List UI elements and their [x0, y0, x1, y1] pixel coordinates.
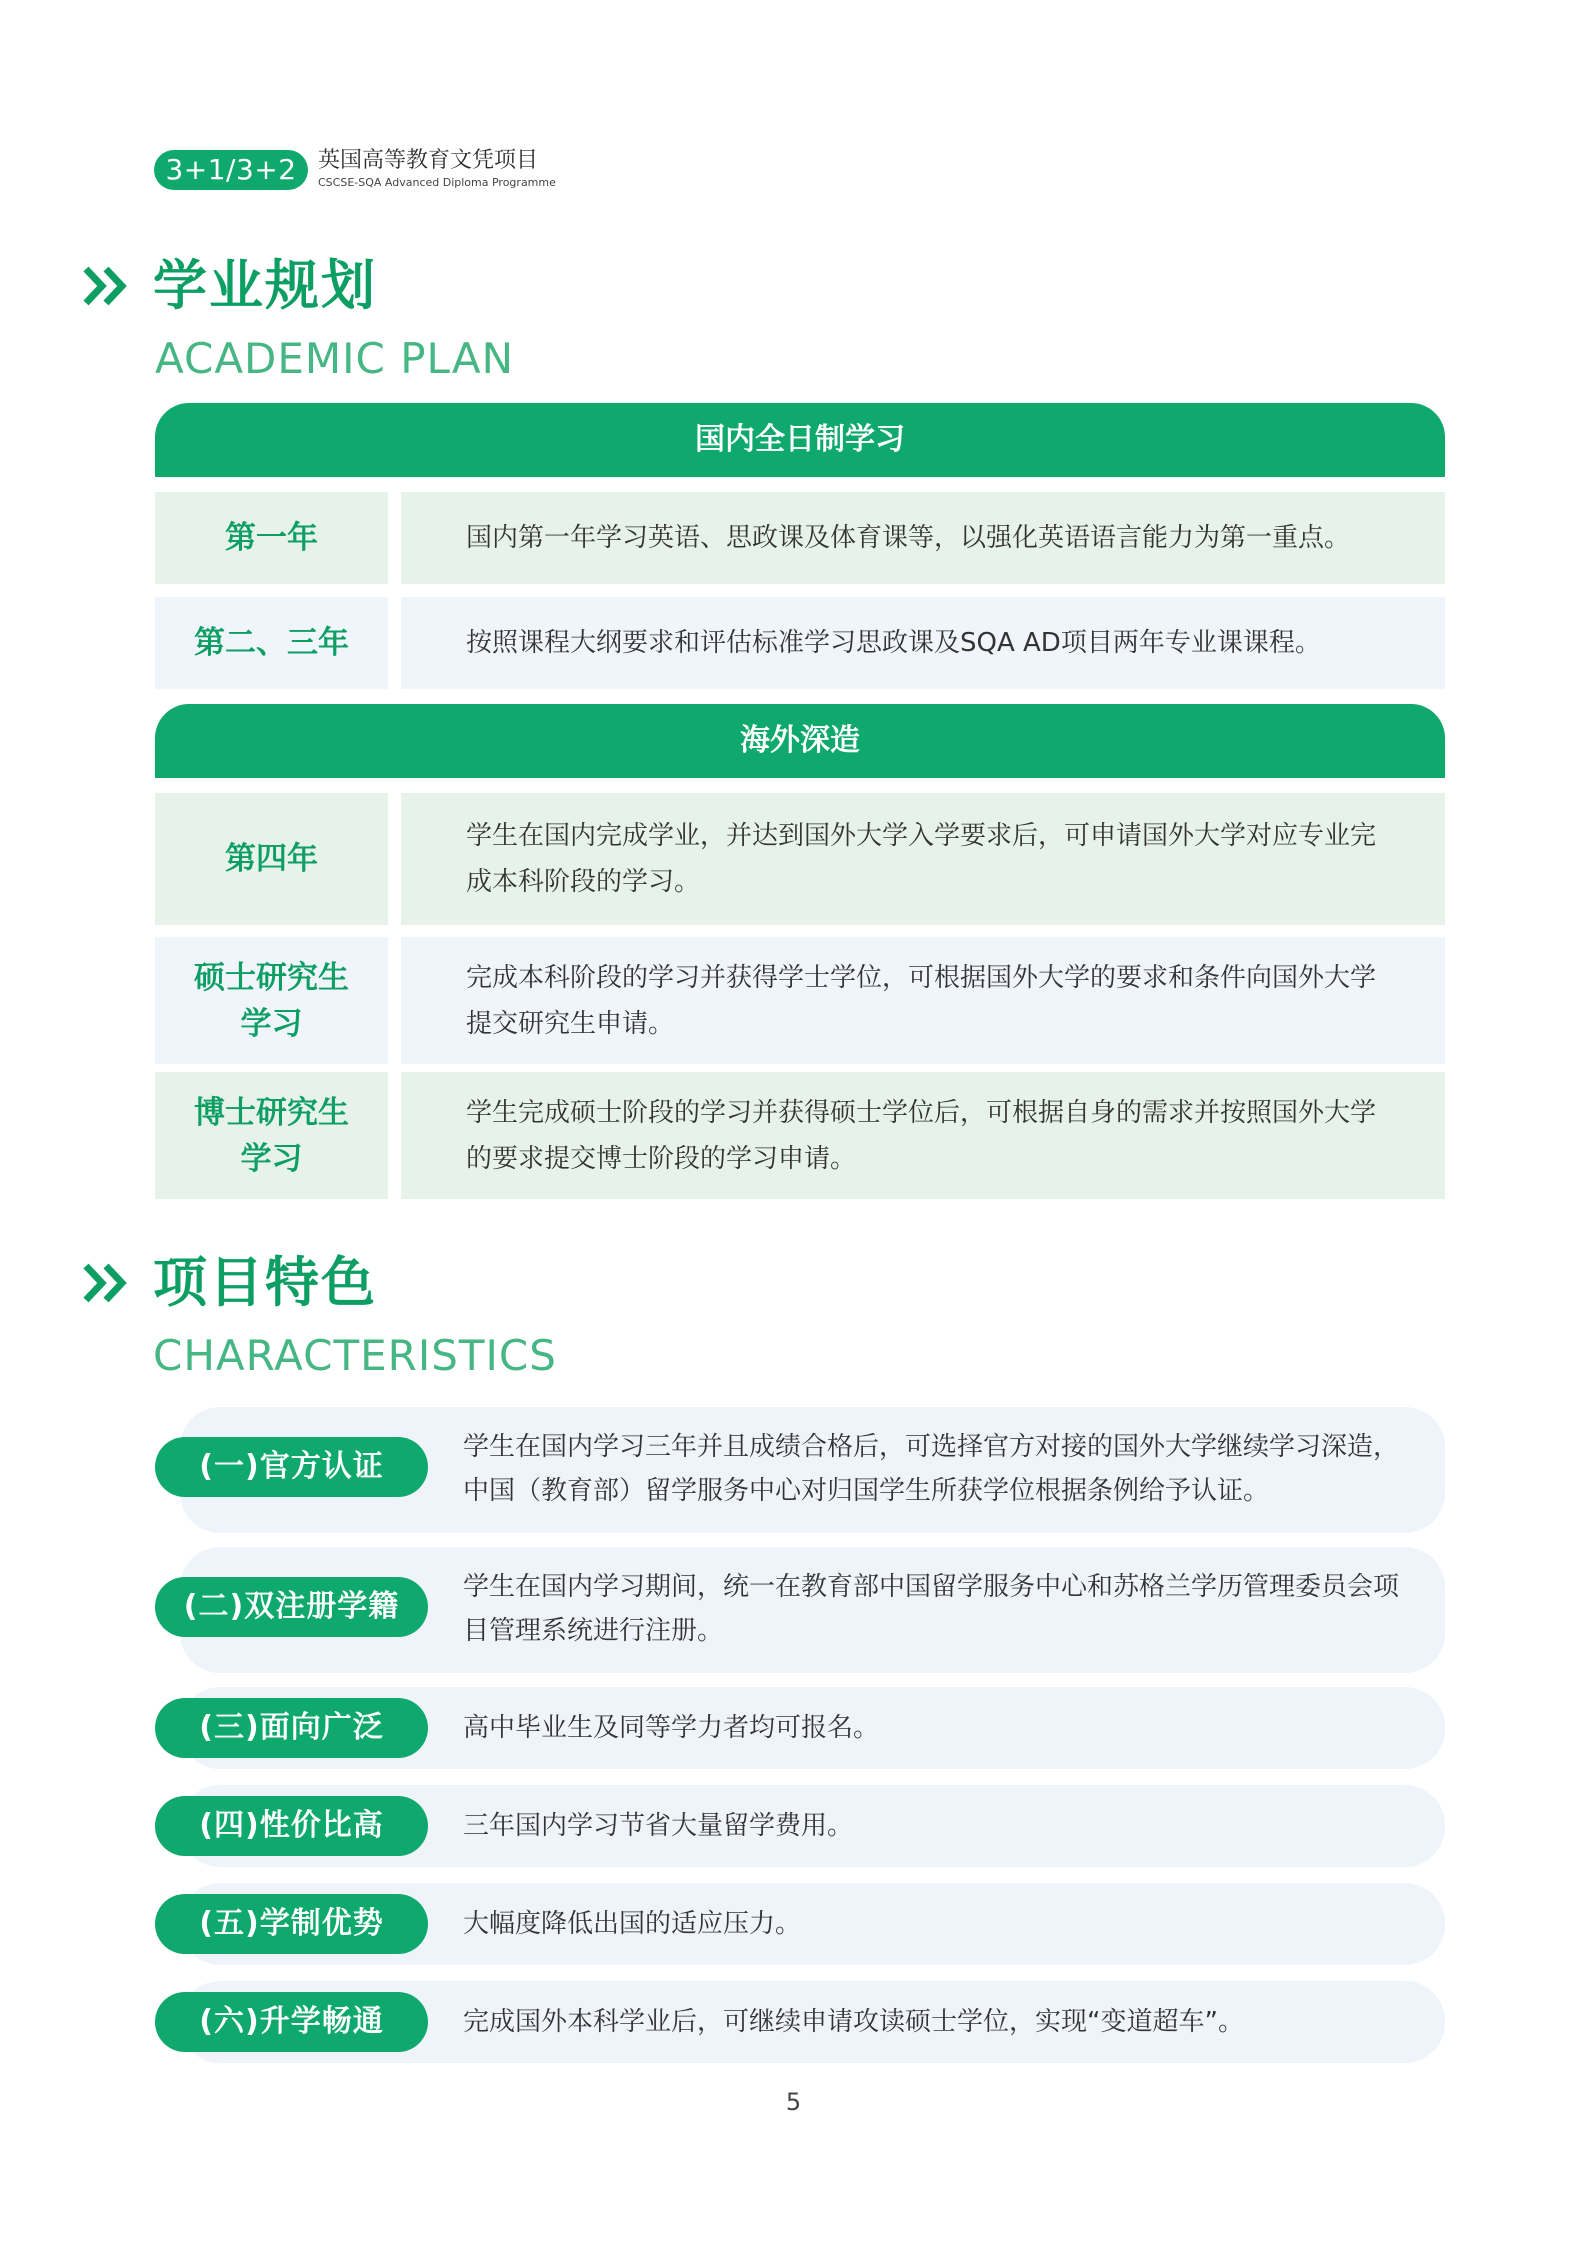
feature-label-pill: (三)面向广泛	[155, 1698, 428, 1758]
feature-label-pill: (五)学制优势	[155, 1894, 428, 1954]
feature-text: 高中毕业生及同等学力者均可报名。	[463, 1713, 880, 1743]
plan-stage-cell: 第二、三年	[155, 597, 388, 689]
plan-stage-cell: 硕士研究生 学习	[155, 937, 388, 1064]
plan-desc-cell: 学生在国内完成学业，并达到国外大学入学要求后，可申请国外大学对应专业完成本科阶段的学习。	[401, 793, 1445, 925]
section-subtitle-academic-plan: ACADEMIC PLAN	[155, 334, 515, 383]
feature-text: 三年国内学习节省大量留学费用。	[463, 1811, 854, 1841]
double-chevron-right-icon	[82, 265, 128, 307]
plan-band-domestic: 国内全日制学习	[155, 403, 1445, 477]
feature-label-pill: (二)双注册学籍	[155, 1577, 428, 1637]
plan-desc-cell: 学生完成硕士阶段的学习并获得硕士学位后，可根据自身的需求并按照国外大学的要求提交博士阶段的学习申请。	[401, 1072, 1445, 1199]
section-subtitle-characteristics: CHARACTERISTICS	[153, 1331, 557, 1380]
plan-desc-cell: 完成本科阶段的学习并获得学士学位，可根据国外大学的要求和条件向国外大学提交研究生申请。	[401, 937, 1445, 1064]
plan-desc-cell: 按照课程大纲要求和评估标准学习思政课及SQA AD项目两年专业课课程。	[401, 597, 1445, 689]
plan-stage-cell: 博士研究生 学习	[155, 1072, 388, 1199]
double-chevron-right-icon	[82, 1262, 128, 1304]
plan-stage-cell: 第一年	[155, 492, 388, 584]
plan-band-overseas: 海外深造	[155, 704, 1445, 778]
header-title-en: CSCSE-SQA Advanced Diploma Programme	[318, 176, 556, 189]
feature-label-pill: (六)升学畅通	[155, 1992, 428, 2052]
feature-text: 大幅度降低出国的适应压力。	[463, 1909, 802, 1939]
page-number: 5	[785, 2088, 802, 2116]
section-title-characteristics: 项目特色	[153, 1251, 377, 1314]
feature-label-pill: (一)官方认证	[155, 1437, 428, 1497]
plan-desc-cell: 国内第一年学习英语、思政课及体育课等，以强化英语语言能力为第一重点。	[401, 492, 1445, 584]
feature-text: 学生在国内学习三年并且成绩合格后，可选择官方对接的国外大学继续学习深造，中国（教育部）留学服务中心对归国学生所获学位根据条例给予认证。	[463, 1432, 1400, 1506]
feature-text: 学生在国内学习期间，统一在教育部中国留学服务中心和苏格兰学历管理委员会项目管理系统进行注册。	[463, 1572, 1400, 1646]
section-title-academic-plan: 学业规划	[153, 254, 377, 317]
feature-label-pill: (四)性价比高	[155, 1796, 428, 1856]
plan-stage-cell: 第四年	[155, 793, 388, 925]
logo-badge: 3+1/3+2	[154, 150, 308, 190]
header-title-cn: 英国高等教育文凭项目	[318, 148, 539, 173]
feature-text: 完成国外本科学业后，可继续申请攻读硕士学位，实现“变道超车”。	[463, 2007, 1244, 2037]
